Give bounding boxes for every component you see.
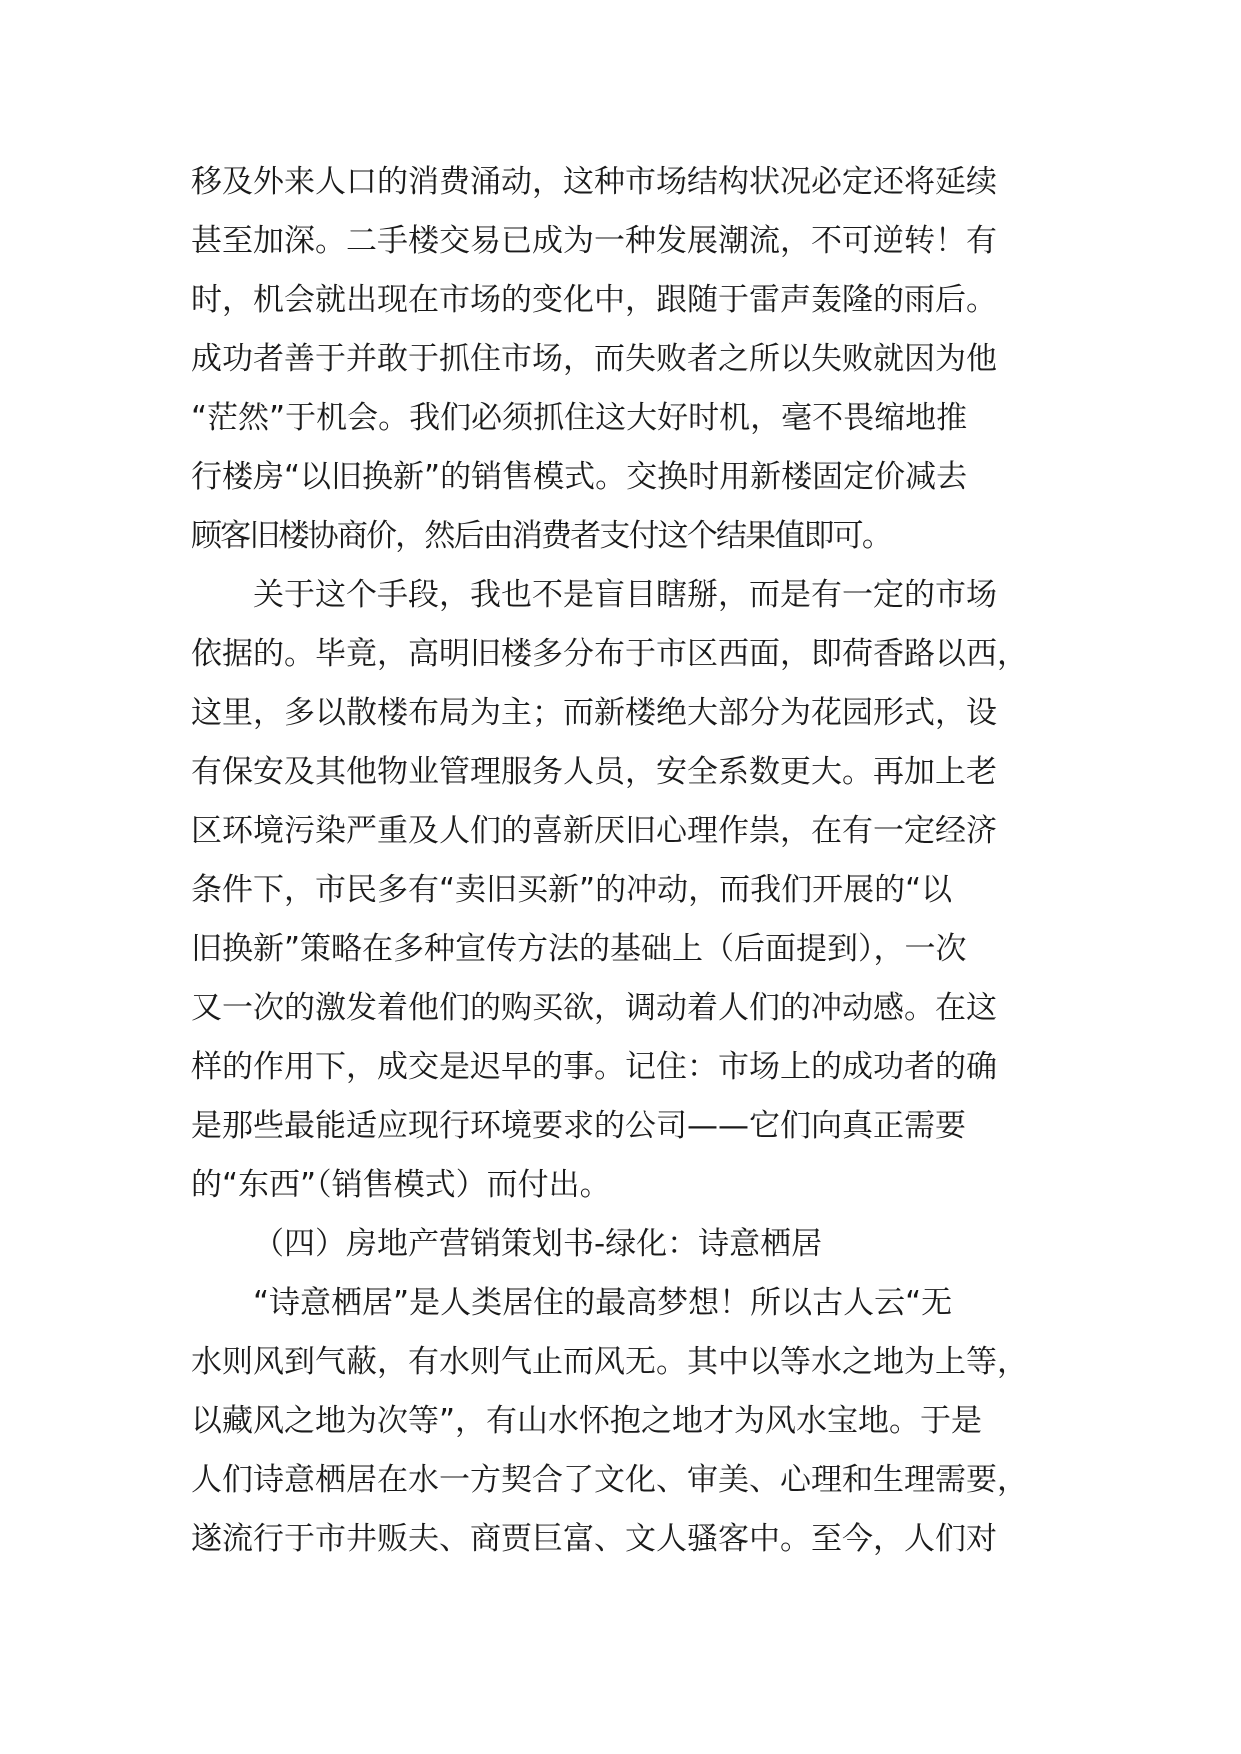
section-heading: （四）房地产营销策划书-绿化：诗意栖居	[253, 1226, 823, 1262]
text-line: 移及外来人口的消费涌动，这种市场结构状况必定还将延续	[191, 164, 997, 200]
text-line: 旧换新”策略在多种宣传方法的基础上（后面提到），一次	[191, 931, 967, 967]
text-line: 这里，多以散楼布局为主；而新楼绝大部分为花园形式，设	[191, 695, 997, 731]
text-line: 样的作用下，成交是迟早的事。记住：市场上的成功者的确	[191, 1049, 997, 1085]
text-line: 时，机会就出现在市场的变化中，跟随于雷声轰隆的雨后。	[191, 282, 997, 318]
text-line: 顾客旧楼协商价，然后由消费者支付这个结果值即可。	[191, 518, 891, 554]
text-line: 是那些最能适应现行环境要求的公司——它们向真正需要	[191, 1108, 966, 1144]
text-line: 又一次的激发着他们的购买欲，调动着人们的冲动感。在这	[191, 990, 997, 1026]
text-line: 人们诗意栖居在水一方契合了文化、审美、心理和生理需要，	[191, 1462, 1028, 1498]
text-line: 行楼房“以旧换新”的销售模式。交换时用新楼固定价减去	[191, 459, 968, 495]
text-line: 有保安及其他物业管理服务人员，安全系数更大。再加上老	[191, 754, 997, 790]
text-line: 以藏风之地为次等”，有山水怀抱之地才为风水宝地。于是	[191, 1403, 983, 1439]
paragraph-first-line: “诗意栖居”是人类居住的最高梦想！所以古人云“无	[253, 1285, 953, 1321]
text-line: 区环境污染严重及人们的喜新厌旧心理作祟，在有一定经济	[191, 813, 997, 849]
text-line: 成功者善于并敢于抓住市场，而失败者之所以失败就因为他	[191, 341, 997, 377]
text-line: 的“东西”（销售模式）而付出。	[191, 1167, 611, 1203]
text-line: 遂流行于市井贩夫、商贾巨富、文人骚客中。至今，人们对	[191, 1521, 997, 1557]
text-line: 水则风到气蔽，有水则气止而风无。其中以等水之地为上等，	[191, 1344, 1028, 1380]
paragraph-first-line: 关于这个手段，我也不是盲目瞎掰，而是有一定的市场	[253, 577, 997, 613]
text-line: 依据的。毕竟，高明旧楼多分布于市区西面，即荷香路以西，	[191, 636, 1028, 672]
text-line: 条件下，市民多有“卖旧买新”的冲动，而我们开展的“以	[191, 872, 953, 908]
text-line: “茫然”于机会。我们必须抓住这大好时机，毫不畏缩地推	[191, 400, 968, 436]
text-line: 甚至加深。二手楼交易已成为一种发展潮流，不可逆转！有	[191, 223, 997, 259]
